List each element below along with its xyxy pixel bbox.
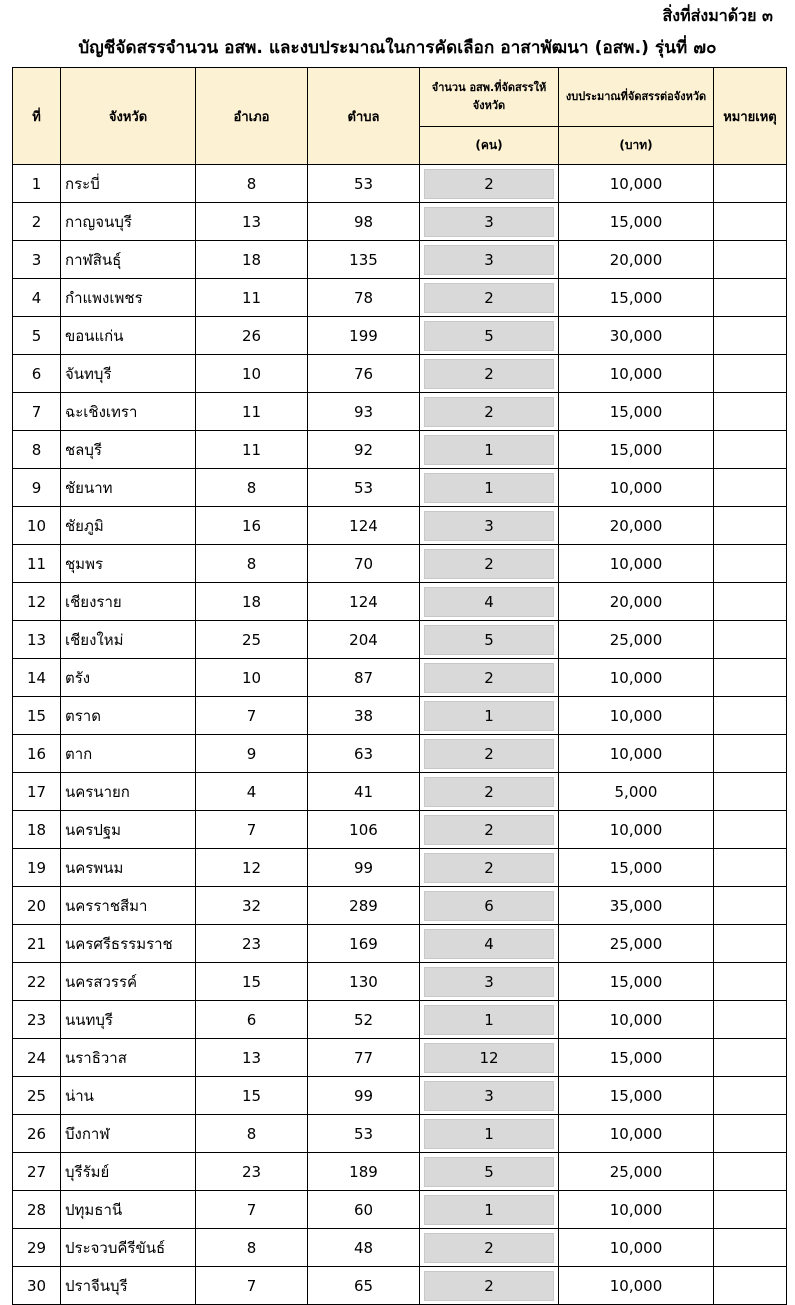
- table-row: [13, 1039, 787, 1077]
- cell-no: 23: [13, 1001, 61, 1039]
- cell-district: 15: [196, 963, 308, 1001]
- cell-remark: [714, 431, 787, 469]
- cell-district: 6: [196, 1001, 308, 1039]
- cell-remark: [714, 659, 787, 697]
- cell-remark: [714, 393, 787, 431]
- cell-district: 4: [196, 773, 308, 811]
- table-row: [13, 355, 787, 393]
- cell-subdistrict: 63: [308, 735, 420, 773]
- cell-subdistrict: 41: [308, 773, 420, 811]
- cell-budget: 20,000: [559, 241, 714, 279]
- cell-remark: [714, 849, 787, 887]
- volunteer-count: 3: [424, 967, 554, 997]
- cell-volunteers: [420, 811, 559, 849]
- cell-budget: 10,000: [559, 469, 714, 507]
- cell-subdistrict: 38: [308, 697, 420, 735]
- cell-budget: 10,000: [559, 1115, 714, 1153]
- cell-subdistrict: 169: [308, 925, 420, 963]
- cell-budget: 15,000: [559, 1039, 714, 1077]
- cell-no: 18: [13, 811, 61, 849]
- cell-province: ชัยนาท: [61, 469, 196, 507]
- volunteer-count: 3: [424, 1081, 554, 1111]
- header-province: จังหวัด: [61, 68, 196, 165]
- cell-district: 32: [196, 887, 308, 925]
- cell-province: ตราด: [61, 697, 196, 735]
- cell-subdistrict: 199: [308, 317, 420, 355]
- cell-remark: [714, 203, 787, 241]
- attachment-label: สิ่งที่ส่งมาด้วย ๓: [662, 6, 773, 25]
- cell-district: 10: [196, 659, 308, 697]
- cell-budget: 20,000: [559, 507, 714, 545]
- volunteer-count: 4: [424, 587, 554, 617]
- cell-no: 5: [13, 317, 61, 355]
- cell-volunteers: [420, 925, 559, 963]
- volunteer-count: 2: [424, 169, 554, 199]
- cell-remark: [714, 1191, 787, 1229]
- cell-province: ตาก: [61, 735, 196, 773]
- cell-remark: [714, 1267, 787, 1305]
- cell-district: 12: [196, 849, 308, 887]
- volunteer-count: 5: [424, 625, 554, 655]
- volunteer-count: 1: [424, 701, 554, 731]
- cell-volunteers: [420, 659, 559, 697]
- cell-volunteers: [420, 583, 559, 621]
- cell-no: 22: [13, 963, 61, 1001]
- cell-volunteers: [420, 1039, 559, 1077]
- cell-volunteers: [420, 1077, 559, 1115]
- table-row: [13, 925, 787, 963]
- volunteer-count: 2: [424, 815, 554, 845]
- table-row: [13, 279, 787, 317]
- cell-subdistrict: 135: [308, 241, 420, 279]
- table-row: [13, 887, 787, 925]
- cell-province: ปราจีนบุรี: [61, 1267, 196, 1305]
- table-row: [13, 811, 787, 849]
- cell-budget: 25,000: [559, 1153, 714, 1191]
- cell-subdistrict: 124: [308, 583, 420, 621]
- table-row: [13, 1229, 787, 1267]
- cell-volunteers: [420, 279, 559, 317]
- cell-no: 17: [13, 773, 61, 811]
- table-header: [13, 68, 787, 165]
- cell-budget: 10,000: [559, 165, 714, 203]
- cell-province: ปทุมธานี: [61, 1191, 196, 1229]
- cell-province: เชียงใหม่: [61, 621, 196, 659]
- cell-province: ฉะเชิงเทรา: [61, 393, 196, 431]
- cell-volunteers: [420, 849, 559, 887]
- cell-remark: [714, 1001, 787, 1039]
- header-subdistrict: ตำบล: [308, 68, 420, 165]
- cell-no: 25: [13, 1077, 61, 1115]
- cell-subdistrict: 130: [308, 963, 420, 1001]
- cell-district: 23: [196, 925, 308, 963]
- header-budget-unit: (บาท): [559, 127, 714, 165]
- cell-district: 15: [196, 1077, 308, 1115]
- cell-subdistrict: 124: [308, 507, 420, 545]
- volunteer-count: 2: [424, 663, 554, 693]
- cell-subdistrict: 53: [308, 165, 420, 203]
- cell-no: 24: [13, 1039, 61, 1077]
- cell-no: 26: [13, 1115, 61, 1153]
- table-row: [13, 469, 787, 507]
- cell-province: นครปฐม: [61, 811, 196, 849]
- cell-no: 16: [13, 735, 61, 773]
- cell-volunteers: [420, 1115, 559, 1153]
- table-row: [13, 1001, 787, 1039]
- cell-province: นครนายก: [61, 773, 196, 811]
- cell-district: 7: [196, 1267, 308, 1305]
- table-row: [13, 849, 787, 887]
- cell-volunteers: [420, 1191, 559, 1229]
- cell-district: 8: [196, 1115, 308, 1153]
- cell-district: 8: [196, 469, 308, 507]
- cell-district: 26: [196, 317, 308, 355]
- cell-remark: [714, 279, 787, 317]
- cell-district: 7: [196, 1191, 308, 1229]
- header-district: อำเภอ: [196, 68, 308, 165]
- cell-no: 3: [13, 241, 61, 279]
- cell-volunteers: [420, 1267, 559, 1305]
- cell-remark: [714, 925, 787, 963]
- cell-remark: [714, 811, 787, 849]
- cell-subdistrict: 60: [308, 1191, 420, 1229]
- cell-subdistrict: 70: [308, 545, 420, 583]
- volunteer-count: 2: [424, 739, 554, 769]
- cell-subdistrict: 98: [308, 203, 420, 241]
- cell-budget: 20,000: [559, 583, 714, 621]
- cell-budget: 35,000: [559, 887, 714, 925]
- cell-volunteers: [420, 1001, 559, 1039]
- cell-province: เชียงราย: [61, 583, 196, 621]
- cell-subdistrict: 76: [308, 355, 420, 393]
- cell-budget: 15,000: [559, 203, 714, 241]
- cell-budget: 25,000: [559, 925, 714, 963]
- cell-district: 25: [196, 621, 308, 659]
- cell-district: 18: [196, 583, 308, 621]
- cell-subdistrict: 48: [308, 1229, 420, 1267]
- cell-budget: 10,000: [559, 659, 714, 697]
- volunteer-count: 2: [424, 777, 554, 807]
- cell-province: ตรัง: [61, 659, 196, 697]
- header-budget: งบประมาณที่จัดสรรต่อจังหวัด: [559, 68, 714, 127]
- cell-volunteers: [420, 317, 559, 355]
- cell-remark: [714, 697, 787, 735]
- volunteer-count: 2: [424, 1233, 554, 1263]
- cell-province: นครสวรรค์: [61, 963, 196, 1001]
- cell-budget: 10,000: [559, 1001, 714, 1039]
- cell-budget: 10,000: [559, 697, 714, 735]
- cell-remark: [714, 545, 787, 583]
- cell-district: 7: [196, 811, 308, 849]
- table-row: [13, 583, 787, 621]
- table-row: [13, 773, 787, 811]
- cell-province: ชุมพร: [61, 545, 196, 583]
- cell-no: 15: [13, 697, 61, 735]
- document-title: บัญชีจัดสรรจำนวน อสพ. และงบประมาณในการคัดเลือก อาสาพัฒนา (อสพ.) รุ่นที่ ๗๐: [78, 38, 717, 58]
- cell-province: กาญจนบุรี: [61, 203, 196, 241]
- cell-no: 19: [13, 849, 61, 887]
- cell-subdistrict: 189: [308, 1153, 420, 1191]
- cell-no: 2: [13, 203, 61, 241]
- table-row: [13, 507, 787, 545]
- cell-remark: [714, 507, 787, 545]
- cell-province: กาฬสินธุ์: [61, 241, 196, 279]
- cell-province: ชัยภูมิ: [61, 507, 196, 545]
- volunteer-count: 2: [424, 397, 554, 427]
- cell-no: 14: [13, 659, 61, 697]
- cell-no: 27: [13, 1153, 61, 1191]
- table-row: [13, 621, 787, 659]
- cell-volunteers: [420, 355, 559, 393]
- cell-volunteers: [420, 1153, 559, 1191]
- volunteer-count: 5: [424, 321, 554, 351]
- cell-district: 16: [196, 507, 308, 545]
- cell-remark: [714, 165, 787, 203]
- volunteer-count: 2: [424, 359, 554, 389]
- cell-no: 20: [13, 887, 61, 925]
- cell-province: บุรีรัมย์: [61, 1153, 196, 1191]
- table-row: [13, 165, 787, 203]
- cell-subdistrict: 52: [308, 1001, 420, 1039]
- cell-budget: 15,000: [559, 279, 714, 317]
- cell-district: 11: [196, 393, 308, 431]
- cell-province: จันทบุรี: [61, 355, 196, 393]
- cell-no: 11: [13, 545, 61, 583]
- cell-province: นราธิวาส: [61, 1039, 196, 1077]
- volunteer-count: 1: [424, 1005, 554, 1035]
- cell-district: 9: [196, 735, 308, 773]
- cell-subdistrict: 289: [308, 887, 420, 925]
- cell-remark: [714, 1115, 787, 1153]
- allocation-table: [12, 67, 787, 1305]
- cell-remark: [714, 469, 787, 507]
- cell-district: 18: [196, 241, 308, 279]
- volunteer-count: 4: [424, 929, 554, 959]
- header-volunteers: จำนวน อสพ.ที่จัดสรรให้จังหวัด: [420, 68, 559, 127]
- cell-volunteers: [420, 241, 559, 279]
- cell-volunteers: [420, 621, 559, 659]
- cell-subdistrict: 53: [308, 469, 420, 507]
- table-row: [13, 393, 787, 431]
- cell-no: 6: [13, 355, 61, 393]
- cell-subdistrict: 99: [308, 849, 420, 887]
- cell-remark: [714, 1039, 787, 1077]
- cell-district: 8: [196, 165, 308, 203]
- table-row: [13, 317, 787, 355]
- cell-subdistrict: 53: [308, 1115, 420, 1153]
- volunteer-count: 2: [424, 549, 554, 579]
- cell-remark: [714, 317, 787, 355]
- cell-budget: 30,000: [559, 317, 714, 355]
- cell-subdistrict: 93: [308, 393, 420, 431]
- cell-budget: 10,000: [559, 1191, 714, 1229]
- cell-no: 29: [13, 1229, 61, 1267]
- volunteer-count: 6: [424, 891, 554, 921]
- cell-remark: [714, 241, 787, 279]
- cell-no: 13: [13, 621, 61, 659]
- cell-subdistrict: 77: [308, 1039, 420, 1077]
- cell-province: ประจวบคีรีขันธ์: [61, 1229, 196, 1267]
- table-row: [13, 241, 787, 279]
- cell-province: นครราชสีมา: [61, 887, 196, 925]
- cell-no: 7: [13, 393, 61, 431]
- volunteer-count: 5: [424, 1157, 554, 1187]
- header-remark: หมายเหตุ: [714, 68, 787, 165]
- cell-remark: [714, 773, 787, 811]
- cell-budget: 10,000: [559, 545, 714, 583]
- table-row: [13, 431, 787, 469]
- cell-district: 13: [196, 203, 308, 241]
- cell-no: 28: [13, 1191, 61, 1229]
- volunteer-count: 2: [424, 283, 554, 313]
- table-row: [13, 1267, 787, 1305]
- header-volunteers-unit: (คน): [420, 127, 559, 165]
- cell-budget: 10,000: [559, 811, 714, 849]
- cell-budget: 10,000: [559, 735, 714, 773]
- cell-province: นครพนม: [61, 849, 196, 887]
- cell-no: 8: [13, 431, 61, 469]
- volunteer-count: 3: [424, 207, 554, 237]
- cell-province: น่าน: [61, 1077, 196, 1115]
- cell-budget: 15,000: [559, 1077, 714, 1115]
- table-body: [13, 165, 787, 1305]
- table-row: [13, 203, 787, 241]
- cell-volunteers: [420, 165, 559, 203]
- cell-no: 10: [13, 507, 61, 545]
- cell-volunteers: [420, 393, 559, 431]
- cell-subdistrict: 78: [308, 279, 420, 317]
- cell-district: 8: [196, 1229, 308, 1267]
- cell-district: 11: [196, 279, 308, 317]
- cell-province: นครศรีธรรมราช: [61, 925, 196, 963]
- table-row: [13, 697, 787, 735]
- cell-no: 21: [13, 925, 61, 963]
- cell-volunteers: [420, 773, 559, 811]
- cell-no: 4: [13, 279, 61, 317]
- cell-remark: [714, 621, 787, 659]
- cell-remark: [714, 355, 787, 393]
- cell-remark: [714, 963, 787, 1001]
- cell-province: กระบี่: [61, 165, 196, 203]
- volunteer-count: 1: [424, 1195, 554, 1225]
- table-row: [13, 1115, 787, 1153]
- cell-province: กำแพงเพชร: [61, 279, 196, 317]
- cell-no: 9: [13, 469, 61, 507]
- cell-subdistrict: 99: [308, 1077, 420, 1115]
- cell-budget: 15,000: [559, 849, 714, 887]
- cell-subdistrict: 92: [308, 431, 420, 469]
- cell-remark: [714, 1153, 787, 1191]
- cell-budget: 25,000: [559, 621, 714, 659]
- volunteer-count: 1: [424, 435, 554, 465]
- cell-budget: 15,000: [559, 393, 714, 431]
- cell-province: นนทบุรี: [61, 1001, 196, 1039]
- volunteer-count: 3: [424, 511, 554, 541]
- cell-budget: 10,000: [559, 1267, 714, 1305]
- cell-district: 23: [196, 1153, 308, 1191]
- cell-budget: 15,000: [559, 963, 714, 1001]
- volunteer-count: 2: [424, 1271, 554, 1301]
- table-row: [13, 545, 787, 583]
- cell-province: บึงกาฬ: [61, 1115, 196, 1153]
- cell-volunteers: [420, 431, 559, 469]
- cell-district: 8: [196, 545, 308, 583]
- cell-volunteers: [420, 697, 559, 735]
- header-no: ที่: [13, 68, 61, 165]
- cell-budget: 10,000: [559, 1229, 714, 1267]
- cell-subdistrict: 106: [308, 811, 420, 849]
- cell-subdistrict: 65: [308, 1267, 420, 1305]
- volunteer-count: 3: [424, 245, 554, 275]
- volunteer-count: 1: [424, 1119, 554, 1149]
- table-row: [13, 1191, 787, 1229]
- cell-volunteers: [420, 1229, 559, 1267]
- cell-volunteers: [420, 507, 559, 545]
- cell-district: 7: [196, 697, 308, 735]
- cell-subdistrict: 204: [308, 621, 420, 659]
- cell-remark: [714, 887, 787, 925]
- cell-province: ขอนแก่น: [61, 317, 196, 355]
- table-row: [13, 735, 787, 773]
- cell-budget: 15,000: [559, 431, 714, 469]
- cell-budget: 10,000: [559, 355, 714, 393]
- volunteer-count: 2: [424, 853, 554, 883]
- table-row: [13, 963, 787, 1001]
- cell-volunteers: [420, 545, 559, 583]
- cell-remark: [714, 1229, 787, 1267]
- cell-subdistrict: 87: [308, 659, 420, 697]
- cell-volunteers: [420, 887, 559, 925]
- cell-budget: 5,000: [559, 773, 714, 811]
- cell-no: 1: [13, 165, 61, 203]
- table-row: [13, 659, 787, 697]
- volunteer-count: 1: [424, 473, 554, 503]
- cell-district: 11: [196, 431, 308, 469]
- cell-province: ชลบุรี: [61, 431, 196, 469]
- cell-volunteers: [420, 735, 559, 773]
- cell-no: 12: [13, 583, 61, 621]
- cell-volunteers: [420, 469, 559, 507]
- cell-remark: [714, 735, 787, 773]
- cell-no: 30: [13, 1267, 61, 1305]
- volunteer-count: 12: [424, 1043, 554, 1073]
- cell-volunteers: [420, 203, 559, 241]
- cell-remark: [714, 1077, 787, 1115]
- table-row: [13, 1077, 787, 1115]
- cell-district: 13: [196, 1039, 308, 1077]
- cell-volunteers: [420, 963, 559, 1001]
- cell-remark: [714, 583, 787, 621]
- cell-district: 10: [196, 355, 308, 393]
- table-row: [13, 1153, 787, 1191]
